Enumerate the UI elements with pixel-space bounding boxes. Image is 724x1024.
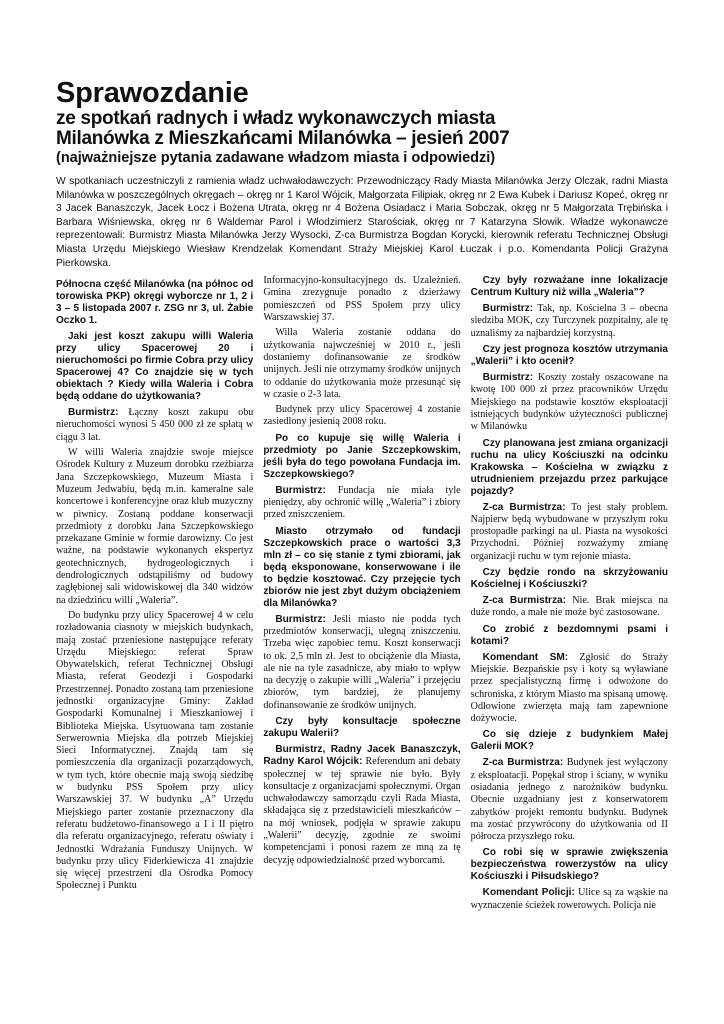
answer (471, 887, 668, 912)
answer-text: Ulice są za wąskie na wyznaczenie ścieżek rowerowych. Policja nie (470, 887, 668, 911)
answer-text: Jeśli miasto nie podda tych przedmiotów konserwacji, ulegną zniszczeniu. Trzeba więc zapobiec temu. Koszt konserwacji to ok. 2,5 mln zł. Jest to obciążenie dla Miasta, ale nie na tyle zasadnicze, aby miało to wpływ na decyzję o zakupie willi „Waleria” i przejęciu zbiorów, tym bardziej, że planujemy dofinansowanie ze środków unijnych. (263, 613, 461, 711)
question: Co się dzieje z budynkiem Małej Galerii MOK? (470, 729, 668, 753)
answer (471, 372, 668, 433)
answer-text: Fundacja nie miała tyle pieniędzy, aby ochronić willę „Waleria” i zbiory przed zniszczeniem. (263, 484, 461, 521)
column-2 (263, 275, 460, 1015)
answer-text: Koszty zostały oszacowane na kwotę 100 000 zł przez pracowników Urzędu Miejskiego na podstawie kosztów eksploatacji istniejących budynków użyteczności publicznej w Milanówku (470, 372, 668, 433)
paragraph: Budynek przy ulicy Spacerowej 4 zostanie zasiedlony jesienią 2008 roku. (263, 404, 461, 428)
paragraph: Do budynku przy ulicy Spacerowej 4 w celu rozładowania ciasnoty w miejskich budynkach, mają zostać przeniesione następujące referaty Urzędu Miejskiego: referat Spraw Obywatelskich, referat Technicznej Obsługi Miasta, referat Geodezji i Gospodarki Przestrzennej. Ponadto zostaną tam przeniesione jednostki organizacyjne Gminy: Zakład Gospodarki Komunalnej i Mieszkaniowej i Biblioteka Miejska. Usytuowana tam zostanie Serwerownia Miejska dla potrzeb Miejskiej Sieci Informatycznej. Znajdą tam się pomieszczenia dla organizacji pozarządowych, w tym tych, które obecnie mają swoją siedzibę w budynku PSS Społem przy ulicy Warszawskiej 37. W budynku „A” Urzędu Miejskiego parter zostanie przeznaczony dla referatu budżetowo-finansowego a I i II piętro dla referatu organizacyjnego, referatu oświaty i Jednostki Wdrażania Funduszy Unijnych. W budynku przy ulicy Fiderkiewicza 41 znajdzie się więcej przestrzeni dla Ośrodka Pomocy Społecznej i Punktu (56, 609, 254, 892)
meeting-heading: Północna część Milanówka (na północ od torowiska PKP) okręgi wyborcze nr 1, 2 i 3 – 5 listopada 2007 r. ZSG nr 3, ul. Żabie Oczko 1. (56, 279, 254, 327)
question: Czy były konsultacje społeczne zakupu Walerii? (263, 715, 461, 739)
answer (471, 652, 668, 726)
speaker: Burmistrz: (482, 303, 534, 315)
answer (471, 757, 668, 843)
question: Jaki jest koszt zakupu willi Waleria przy ulicy Spacerowej 20 i nieruchomości po firmie Cobra przy ulicy Spacerowej 4? Co znajdzie się w tych obiektach ? Kiedy willa Waleria i Cobra będą oddane do użytkowania? (56, 331, 254, 403)
answer (471, 595, 668, 620)
question: Czy były rozważane inne lokalizacje Centrum Kultury niż willa „Waleria”? (470, 275, 668, 299)
speaker: Burmistrz, Radny Jacek Banaszczyk, Radny Karol Wójcik: (263, 743, 461, 768)
speaker: Z-ca Burmistrza: (482, 595, 566, 607)
answer-text: Referendum ani debaty społecznej w tej sprawie nie było. Były konsultacje z organizacjami społecznymi. Organ uchwałodawczy samorządu czyli Rada Miasta, składająca się z przedstawicieli mieszkańców – na mój wniosek, podjęła w sprawie zakupu „Walerii” decyzję, zgodnie ze swoimi kompetencjami i ponosi razem ze mną za tę decyzję odpowiedzialność przed wyborcami. (263, 756, 461, 866)
speaker: Z-ca Burmistrza: (482, 757, 564, 769)
answer (56, 407, 253, 444)
report-subtitle-note: (najważniejsze pytania zadawane władzom miasta i odpowiedzi) (56, 150, 496, 166)
answer (263, 744, 460, 867)
intro-paragraph: W spotkaniach uczestniczyli z ramienia władz uchwałodawczych: Przewodniczący Rady Miasta Milanówka Jerzy Olczak, radni Miasta Milanówka w poszczególnych okręgach – okręg nr 1 Karol Wójcik, Małgorzata Filipiak, okręg nr 2 Ewa Kubek i Dariusz Kopeć, okręg nr 3 Jacek Banaszczyk, Jacek Łocz i Bożena Utrata, okręg nr 4 Bożena Osiadacz i Maria Sobczak, okręg nr 5 Małgorzata Trębińska i Barbara Wiśniewska, okręg nr 6 Waldemar Parol i Włodzimierz Starościak, okręg nr 7 Katarzyna Słowik. Władze wykonawcze reprezentowali: Burmistrz Miasta Milanówka Jerzy Wysocki, Z-ca Burmistrza Bogdan Korycki, kierownik referatu Technicznej Obsługi Miasta Urzędu Miejskiego Wiesław Krendzelak Komendant Straży Miejskiej Karol Łuczak i p.o. Komendanta Policji Grażyna Pierkowska. (56, 176, 668, 269)
report-title: Sprawozdanie (56, 77, 249, 109)
answer-text: Zgłosić do Straży Miejskie. Bezpańskie psy i koty są wyławiane przez specjalistyczną firmę i odwożone do schroniska, z którym Miasto ma spisaną umowę. Odłowione zwierzęta mają tam zapewnione dożywocie. (470, 651, 668, 725)
question: Czy planowana jest zmiana organizacji ruchu na ulicy Kościuszki na odcinku Krakowska – Kościelna w związku z utrudnieniem przejazdu przez parkujące pojazdy? (470, 437, 668, 497)
question: Czy jest prognoza kosztów utrzymania „Walerii” i kto ocenił? (470, 344, 668, 368)
column-3 (471, 275, 668, 1015)
answer-text: Budynek jest wyłączony z eksploatacji. Popękał strop i ściany, w wyniku osiadania jednego z narożników budynku. Obecnie uzgadniany jest z konserwatorem zabytków projekt remontu budynku. Budynek ma zostać przywrócony do użytkowania od II półrocza przyszłego roku. (470, 757, 668, 843)
answer-text: Łączny koszt zakupu obu nieruchomości wynosi 5 450 000 zł ze spłatą w ciągu 3 lat. (56, 407, 254, 443)
speaker: Burmistrz: (275, 613, 326, 625)
answer (471, 502, 668, 563)
question: Co zrobić z bezdomnymi psami i kotami? (470, 623, 668, 647)
answer-text: To jest stały problem. Najpierw będą wybudowane w przyszłym roku prostopadłe parkingi na ul. Piasta na wysokości Przychodni. Później rozważymy zmianę organizacji ruchu w tym rejonie miasta. (470, 501, 668, 562)
paragraph: Willa Waleria zostanie oddana do użytkowania najwcześniej w 2010 r., jeśli dostaniemy dofinansowanie ze środków unijnych. Jeśli nie otrzymamy środków unijnych to oddanie do użytkowania może przesunąć się w czasie o 2-3 lata. (263, 327, 461, 400)
paragraph: W willi Waleria znajdzie swoje miejsce Ośrodek Kultury z Muzeum dorobku rzeźbiarza Jana Szczepkowskiego, Muzeum Miasta i Muzeum Jedwabiu, będą m.in. kameralne sale koncertowe i konferencyjne oraz klub muzyczny w piwnicy. Zostaną poddane konserwacji przedmioty z dorobku Jana Szczepkowskiego przekazane Gminie w formie darowizny. Co jest ważne, na podstawie wykonanych ekspertyz geotechnicznych, hydrogeologicznych i dendrologicznych odstąpiliśmy od budowy zagłębionej sali widowiskowej dla 340 widzów na dziedzińcu willi „Waleria”. (56, 447, 254, 606)
paragraph: Informacyjno-konsultacyjnego ds. Uzależnień. Gmina zrezygnuje ponadto z dzierżawy pomieszczeń od PSS Społem przy ulicy Warszawskiej 37. (263, 275, 461, 324)
question: Co robi się w sprawie zwiększenia bezpieczeństwa rowerzystów na ulicy Kościuszki i Piłsudskiego? (470, 847, 668, 883)
speaker: Komendant Policji: (482, 887, 575, 899)
answer (263, 614, 460, 712)
speaker: Burmistrz: (68, 407, 119, 419)
speaker: Burmistrz: (275, 484, 326, 496)
question: Po co kupuje się willę Waleria i przedmioty po Janie Szczepkowskim, jeśli była do tego powołana Fundacja im. Szczepkowskiego? (263, 432, 461, 480)
report-subtitle-line-2: Milanówka z Mieszkańcami Milanówka – jesień 2007 (56, 128, 510, 149)
answer (471, 303, 668, 340)
answer (263, 485, 460, 522)
answer-text: Tak, np. Kościelna 3 – obecna siedziba MOK, czy Turczynek pozpitalny, ale tę uznaliśmy za najbardziej korzystną. (470, 303, 668, 339)
answer-text: Nie. Brak miejsca na duże rondo, a małe nie może być zastosowane. (470, 595, 668, 619)
question: Miasto otrzymało od fundacji Szczepkowskich prace o wartości 3,3 mln zł – co się stanie z tymi zbiorami, jak będą eksponowane, konserwowane i ile to będzie kosztować. Czy przejęcie tych zbiorów nie jest zbyt dużym obciążeniem dla Milanówka? (263, 525, 461, 609)
column-1 (56, 275, 253, 1015)
speaker: Burmistrz: (482, 372, 534, 384)
speaker: Z-ca Burmistrza: (482, 501, 566, 513)
question: Czy będzie rondo na skrzyżowaniu Kościelnej i Kościuszki? (470, 567, 668, 591)
article-columns (56, 275, 668, 1015)
speaker: Komendant SM: (482, 651, 569, 663)
report-subtitle-line-1: ze spotkań radnych i władz wykonawczych miasta (56, 108, 496, 129)
